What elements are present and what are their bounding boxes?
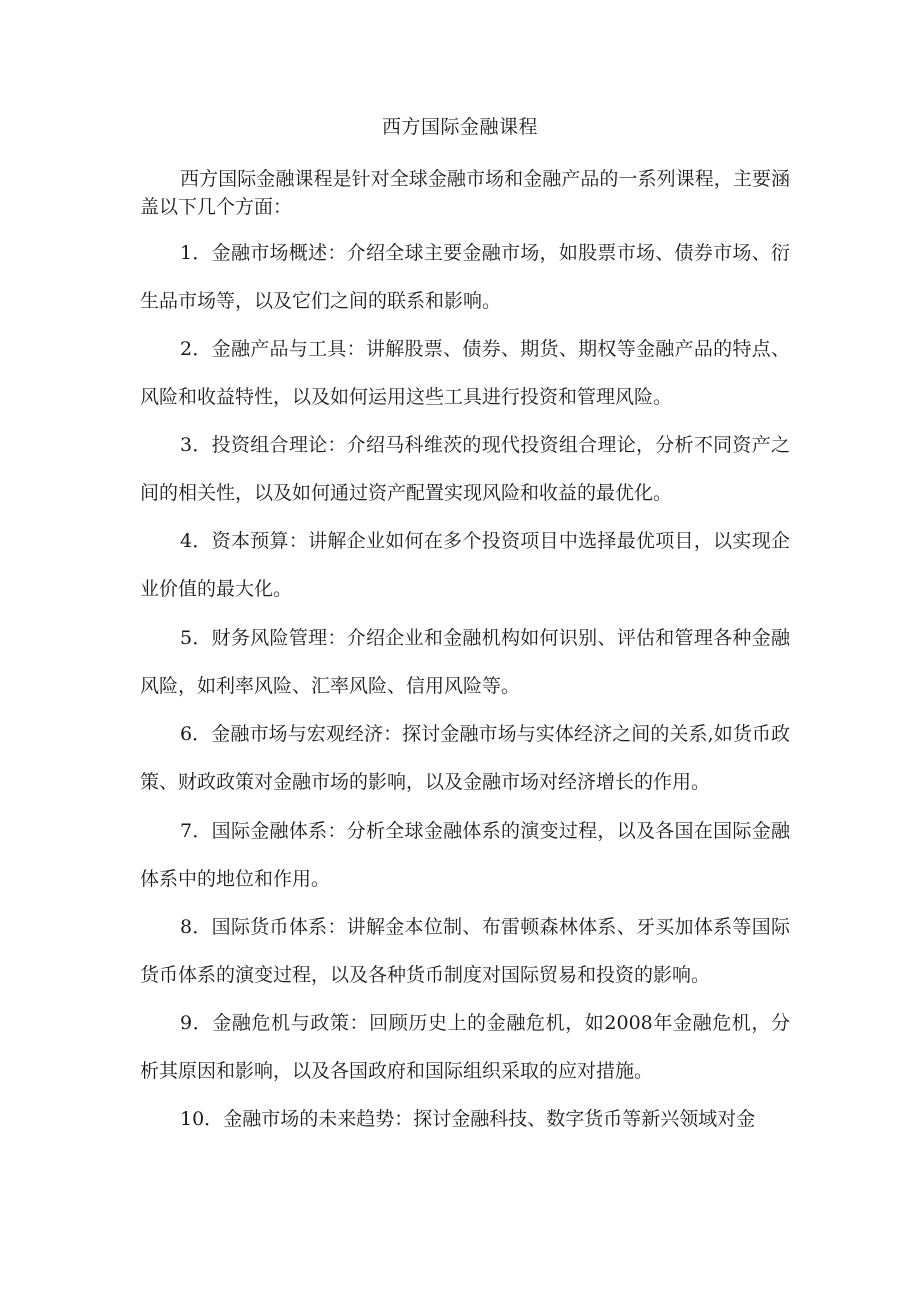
list-item-text: 金融市场概述：介绍全球主要金融市场，如股票市场、债券市场、衍生品市场等，以及它们之间的联系和影响。: [140, 242, 790, 312]
list-item-8: [140, 903, 790, 999]
list-item-number: 6．: [180, 723, 212, 745]
list-item-number: 8．: [180, 916, 212, 938]
list-item-number: 5．: [180, 627, 212, 649]
list-item-text: 财务风险管理：介绍企业和金融机构如何识别、评估和管理各种金融风险，如利率风险、汇率风险、信用风险等。: [140, 627, 790, 697]
list-item-9: [140, 999, 790, 1095]
list-item-7: [140, 807, 790, 903]
list-item-text: 金融产品与工具：讲解股票、债券、期货、期权等金融产品的特点、风险和收益特性，以及如何运用这些工具进行投资和管理风险。: [140, 338, 790, 408]
list-item-number: 4．: [180, 530, 212, 552]
list-item-1: [140, 229, 790, 325]
list-item-number: 9．: [180, 1012, 213, 1034]
list-item-text: 金融市场的未来趋势：探讨金融科技、数字货币等新兴领域对金: [223, 1108, 756, 1130]
list-item-text: 国际金融体系：分析全球金融体系的演变过程，以及各国在国际金融体系中的地位和作用。: [140, 820, 790, 890]
list-item-6: [140, 710, 790, 806]
list-item-10: [140, 1095, 790, 1143]
list-item-text: 金融市场与宏观经济：探讨金融市场与实体经济之间的关系,如货币政策、财政政策对金融市场的影响，以及金融市场对经济增长的作用。: [140, 723, 791, 793]
list-item-number: 1．: [180, 242, 212, 264]
list-item-number: 2．: [180, 338, 212, 360]
list-item-number: 10．: [180, 1108, 224, 1130]
list-item-2: [140, 325, 790, 421]
intro-paragraph: 西方国际金融课程是针对全球金融市场和金融产品的一系列课程，主要涵盖以下几个方面：: [140, 168, 790, 218]
document-title: 西方国际金融课程: [381, 116, 538, 138]
list-item-number: 7．: [180, 820, 212, 842]
list-item-text: 金融危机与政策：回顾历史上的金融危机，如2008年金融危机，分析其原因和影响，以及各国政府和国际组织采取的应对措施。: [140, 1012, 791, 1082]
list-item-text: 资本预算：讲解企业如何在多个投资项目中选择最优项目，以实现企业价值的最大化。: [140, 530, 790, 600]
list-item-3: [140, 421, 790, 517]
list-item-text: 投资组合理论：介绍马科维茨的现代投资组合理论，分析不同资产之间的相关性，以及如何通过资产配置实现风险和收益的最优化。: [140, 434, 790, 504]
list-item-5: [140, 614, 790, 710]
list-item-text: 国际货币体系：讲解金本位制、布雷顿森林体系、牙买加体系等国际货币体系的演变过程，以及各种货币制度对国际贸易和投资的影响。: [140, 916, 790, 986]
list-item-number: 3．: [180, 434, 212, 456]
list-item-4: [140, 517, 790, 613]
